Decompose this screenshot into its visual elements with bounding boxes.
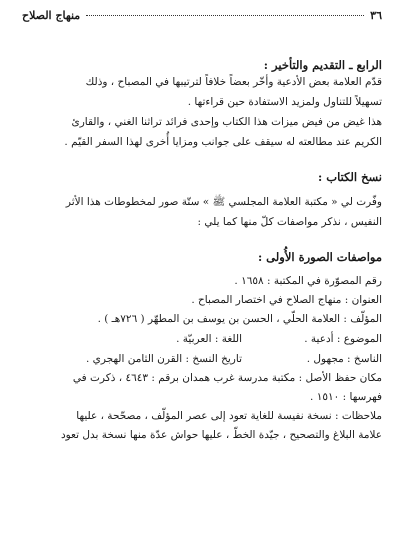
copy-subject: الموضوع : أدعية . bbox=[304, 333, 382, 345]
header-dotted-rule bbox=[86, 15, 364, 16]
copy-location: مكان حفظ الأصل : مكتبة مدرسة غرب همدان برقم : ٤٦٤٣ ، ذكرت في bbox=[72, 372, 382, 384]
running-title: منهاج الصلاح bbox=[22, 9, 81, 22]
page-number: ٣٦ bbox=[370, 9, 382, 22]
section-heading-reordering: الرابع ـ التقديم والتأخير : bbox=[263, 58, 382, 72]
paragraph-line: الكريم عند مطالعته له سيقف على جوانب ومزايا أُخرى لهذا السفر القيّم . bbox=[64, 136, 382, 148]
page-header bbox=[22, 9, 382, 29]
paragraph-line: قدّم العلامة بعض الأدعية وأخّر بعضاً خلافاً لترتيبها في المصباح ، وذلك bbox=[85, 76, 382, 88]
copy-language: اللغة : العربيّة . bbox=[176, 333, 242, 345]
spacer bbox=[22, 152, 382, 170]
paragraph-line: وفّرت لي « مكتبة العلامة المجلسي ﷺ » ستّة صور لمخطوطات هذا الأثر bbox=[65, 196, 382, 208]
copy-location-cont: فهرسها : ١٥١٠ . bbox=[310, 391, 382, 403]
spacer bbox=[22, 184, 382, 192]
spacer bbox=[22, 232, 382, 250]
paragraph-line: تسهيلاً للتناول ولمزيد الاستفادة حين قراءتها . bbox=[187, 96, 382, 108]
copy-author: المؤلّف : العلامة الحلّي ، الحسن بن يوسف بن المطهّر ( ٧٢٦هـ ) . bbox=[97, 313, 382, 325]
copy-date: تاريخ النسخ : القرن الثامن الهجري . bbox=[85, 353, 242, 365]
section-heading-manuscripts: نسخ الكتاب : bbox=[318, 170, 382, 184]
subject-language-row bbox=[22, 329, 382, 349]
copy-notes: ملاحظات : نسخة نفيسة للغاية تعود إلى عصر المؤلّف ، مصحّحة ، عليها bbox=[76, 410, 382, 422]
copy-notes-cont: علامة البلاغ والتصحيح ، جيّدة الخطّ ، عليها حواش عدّة منها نسخة بدل تعود bbox=[60, 429, 382, 441]
spacer bbox=[22, 264, 382, 272]
copy-copyist: الناسخ : مجهول . bbox=[306, 353, 382, 365]
copy-number: رقم المصوّرة في المكتبة : ١٦٥٨ . bbox=[234, 275, 382, 287]
section-heading-first-copy: مواصفات الصورة الأُولى : bbox=[257, 250, 382, 264]
copyist-date-row bbox=[22, 349, 382, 369]
page-body bbox=[22, 58, 382, 445]
paragraph-line: النفيس ، نذكر مواصفات كلّ منها كما يلي : bbox=[197, 216, 382, 228]
paragraph-line: هذا غيض من فيض ميزات هذا الكتاب وإحدى فرائد تراثنا الغني ، والقارئ bbox=[71, 116, 382, 128]
copy-title: العنوان : منهاج الصلاح في اختصار المصباح . bbox=[191, 294, 382, 306]
